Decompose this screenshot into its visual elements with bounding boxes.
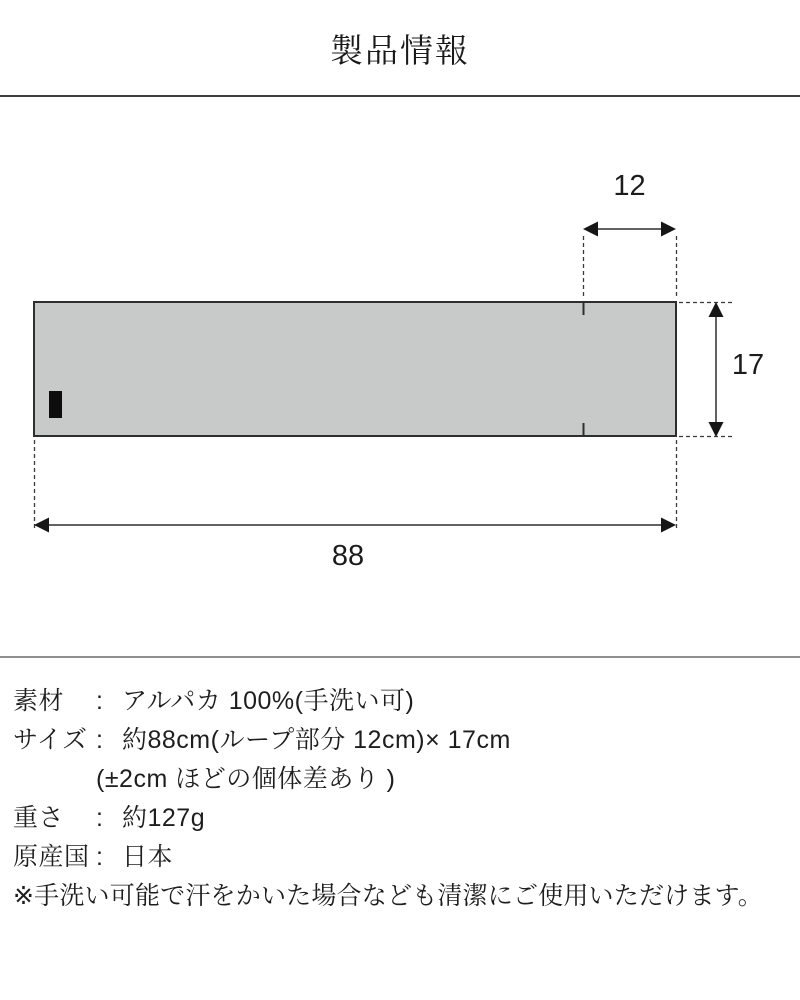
spec-label: 素材 — [13, 687, 65, 715]
spec-row-weight — [13, 799, 790, 838]
spec-label: 重さ — [13, 804, 65, 832]
spec-value: アルパカ 100%(手洗い可) — [122, 687, 415, 715]
arrowhead-left-icon — [583, 222, 598, 237]
spec-label: 原産国 — [13, 843, 90, 871]
page-title: 製品情報 — [330, 32, 470, 69]
spec-value: 約127g — [122, 804, 206, 832]
height-value: 17 — [731, 349, 765, 381]
arrowhead-right-icon — [661, 222, 676, 237]
spec-value: (±2cm ほどの個体差あり ) — [96, 765, 396, 793]
length-value: 88 — [331, 540, 365, 572]
spec-row-country — [13, 838, 790, 877]
spec-list — [13, 682, 790, 916]
spec-row-size-tolerance — [13, 760, 790, 799]
spec-value: 日本 — [122, 843, 174, 871]
spec-colon: : — [96, 804, 104, 832]
spec-label: サイズ — [13, 726, 88, 754]
specs-divider — [0, 656, 800, 658]
spec-row-material — [13, 682, 790, 721]
spec-colon: : — [96, 687, 104, 715]
arrowhead-right-icon — [661, 518, 676, 533]
scarf-body-rect — [34, 302, 676, 436]
brand-tag-mark — [49, 391, 62, 418]
loop-width-value: 12 — [613, 170, 646, 202]
arrowhead-down-icon — [709, 422, 724, 437]
spec-label — [13, 760, 96, 799]
length-dimension — [34, 440, 677, 533]
care-note: ※手洗い可能で汗をかいた場合なども清潔にご使用いただけます。 — [13, 882, 763, 910]
arrowhead-left-icon — [34, 518, 49, 533]
spec-colon: : — [96, 726, 104, 754]
loop-width-dimension — [583, 222, 677, 300]
spec-value: 約88cm(ループ部分 12cm)× 17cm — [122, 726, 511, 754]
arrowhead-up-icon — [709, 302, 724, 317]
spec-colon: : — [96, 843, 104, 871]
spec-row-size — [13, 721, 790, 760]
